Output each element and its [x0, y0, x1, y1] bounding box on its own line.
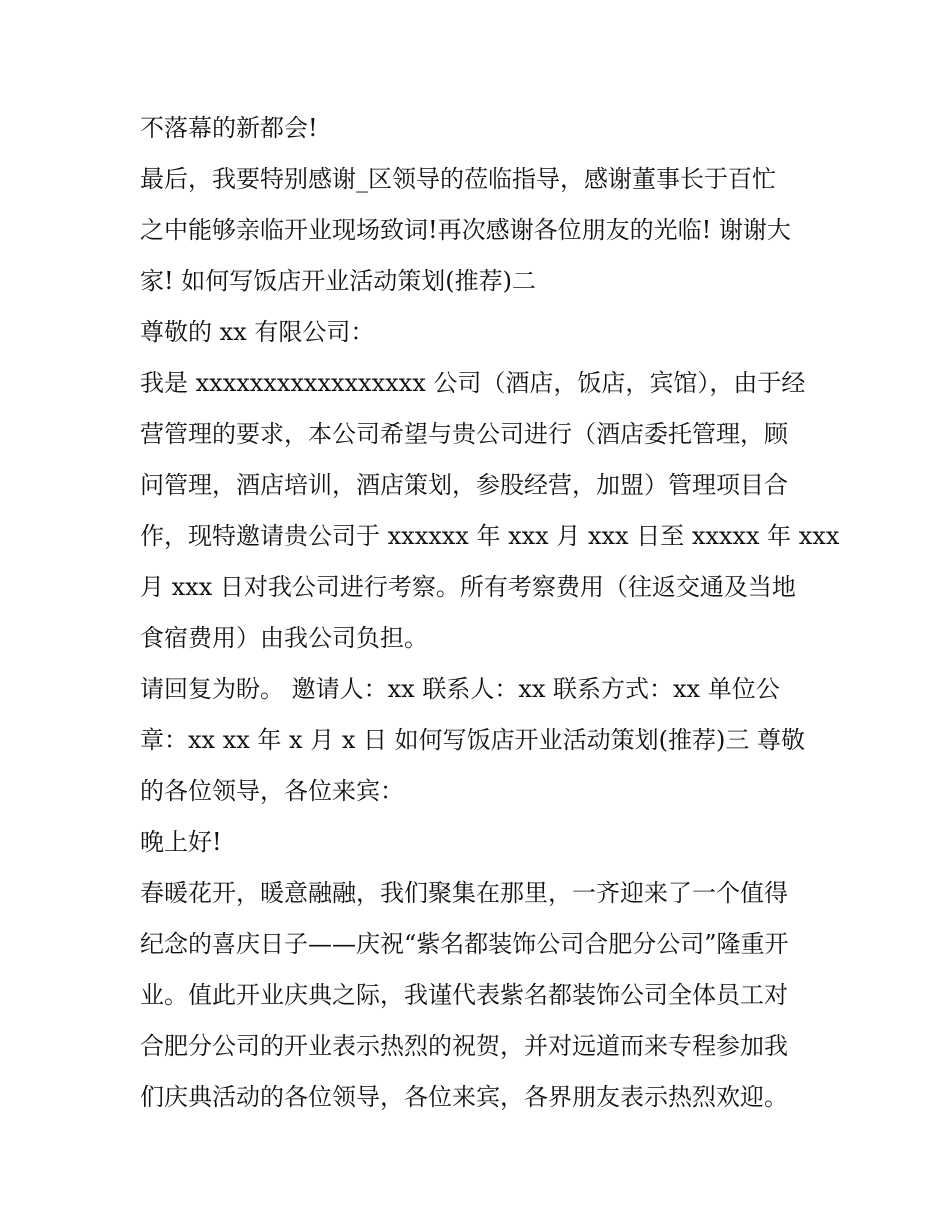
text-line: 最后，我要特别感谢_区领导的莅临指导，感谢董事长于百忙 — [140, 165, 776, 193]
text-line: 月 xxx 日对我公司进行考察。所有考察费用（往返交通及当地 — [140, 573, 796, 601]
text-line: 食宿费用）由我公司负担。 — [140, 624, 428, 652]
text-line: 章：xx xx 年 x 月 x 日 如何写饭店开业活动策划(推荐)三 尊敬 — [140, 726, 805, 754]
text-line: 营管理的要求，本公司希望与贵公司进行（酒店委托管理，顾 — [140, 420, 788, 448]
text-line: 春暖花开，暖意融融，我们聚集在那里，一齐迎来了一个值得 — [140, 879, 788, 907]
text-line: 我是 xxxxxxxxxxxxxxxxx 公司（酒店，饭店，宾馆），由于经 — [140, 369, 806, 397]
text-line: 家! 如何写饭店开业活动策划(推荐)二 — [140, 267, 536, 295]
text-line: 业。值此开业庆典之际，我谨代表紫名都装饰公司全体员工对 — [140, 981, 788, 1009]
text-line: 尊敬的 xx 有限公司： — [140, 318, 375, 346]
text-line: 们庆典活动的各位领导，各位来宾，各界朋友表示热烈欢迎。 — [140, 1083, 788, 1111]
text-line: 晚上好! — [140, 828, 222, 856]
text-line: 合肥分公司的开业表示热烈的祝贺，并对远道而来专程参加我 — [140, 1032, 788, 1060]
text-line: 纪念的喜庆日子——庆祝“紫名都装饰公司合肥分公司”隆重开 — [140, 930, 789, 958]
text-line: 问管理，酒店培训，酒店策划，参股经营，加盟）管理项目合 — [140, 471, 788, 499]
text-line: 请回复为盼。 邀请人：xx 联系人：xx 联系方式：xx 单位公 — [140, 675, 780, 703]
text-line: 之中能够亲临开业现场致词!再次感谢各位朋友的光临! 谢谢大 — [140, 216, 791, 244]
text-line: 作，现特邀请贵公司于 xxxxxx 年 xxx 月 xxx 日至 xxxxx 年 xxx — [140, 522, 840, 550]
text-line: 不落幕的新都会! — [140, 114, 318, 142]
text-line: 的各位领导，各位来宾： — [140, 777, 404, 805]
